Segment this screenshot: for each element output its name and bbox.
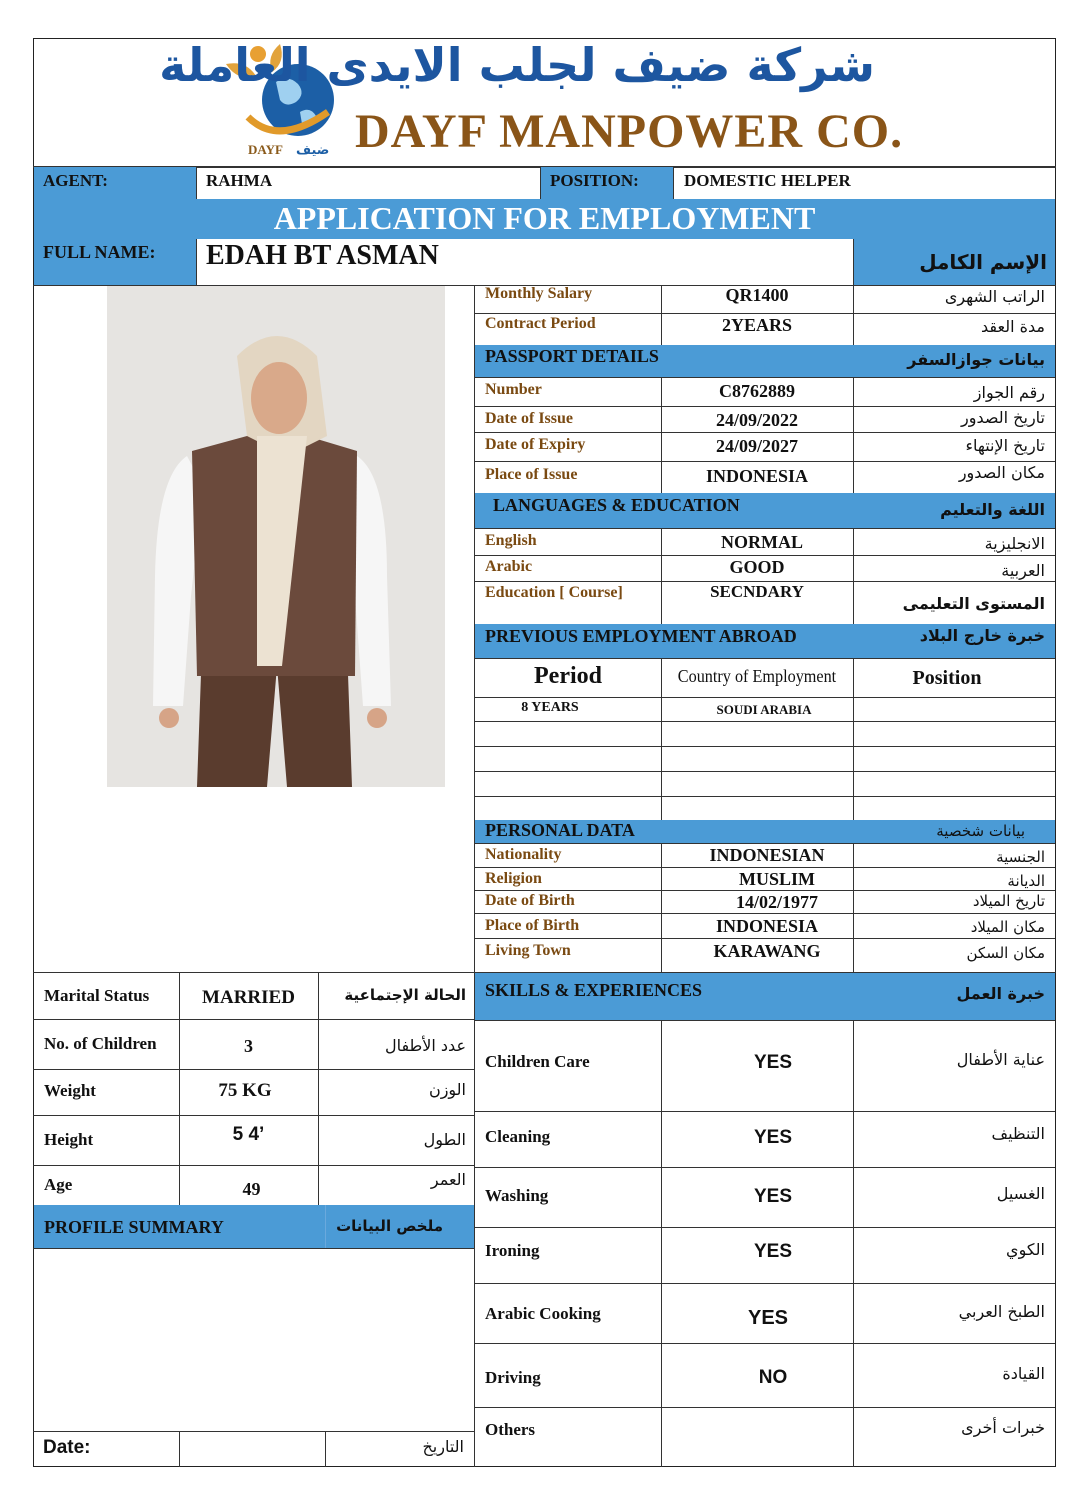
position-header: Position (912, 667, 982, 689)
passport-number-label: Number (485, 381, 542, 398)
skill-washing-value: YES (753, 1186, 793, 1207)
children-label-ar: عدد الأطفال (384, 1036, 466, 1055)
skill-cleaning-value: YES (753, 1127, 793, 1148)
skill-ironing-label: Ironing (485, 1241, 540, 1260)
passport-heading: PASSPORT DETAILS (485, 346, 659, 366)
height-label-ar: الطول (423, 1130, 466, 1149)
education-label-ar: المستوى التعليمى (902, 594, 1045, 613)
company-name-en: DAYF MANPOWER CO. (355, 105, 904, 158)
date-of-birth-label-ar: تاريخ الميلاد (972, 892, 1045, 910)
skill-cleaning-label-ar: التنظيف (991, 1124, 1045, 1143)
religion-label-ar: الديانة (1007, 872, 1045, 890)
skill-cleaning-label: Cleaning (485, 1127, 551, 1146)
skill-arabic-cooking-value: YES (747, 1307, 789, 1329)
skill-arabic-cooking-label: Arabic Cooking (485, 1304, 601, 1323)
place-of-birth-value: INDONESIA (715, 916, 819, 936)
date-input[interactable] (180, 1432, 325, 1466)
nationality-label-ar: الجنسية (996, 848, 1045, 866)
education-value: SECNDARY (710, 582, 804, 601)
form-title: APPLICATION FOR EMPLOYMENT (273, 200, 816, 236)
prev-row-period: 8 YEARS (521, 700, 579, 715)
full-name-label: FULL NAME: (43, 242, 156, 262)
svg-text:ضيف: ضيف (296, 143, 330, 158)
skill-washing-label-ar: الغسيل (996, 1184, 1045, 1203)
age-value: 49 (242, 1179, 261, 1199)
living-town-value: KARAWANG (713, 941, 821, 961)
skill-driving-label-ar: القيادة (1002, 1364, 1045, 1383)
contract-period-label-ar: مدة العقد (981, 317, 1045, 336)
contract-period-label: Contract Period (485, 315, 596, 332)
contract-rows (475, 285, 1055, 345)
skill-ironing-value: YES (753, 1241, 793, 1262)
company-name-ar: شركة ضيف لجلب الايدى العاملة (159, 38, 875, 92)
passport-number-value: C8762889 (719, 381, 795, 401)
position-label: POSITION: (550, 171, 639, 190)
passport-number-label-ar: رقم الجواز (973, 383, 1045, 402)
period-header: Period (534, 663, 602, 689)
full-name-value: EDAH BT ASMAN (206, 240, 439, 271)
agent-value: RAHMA (206, 171, 273, 190)
country-header: Country of Employment (677, 666, 837, 686)
prev-row-country: SOUDI ARABIA (716, 702, 812, 717)
marital-status-label: Marital Status (44, 986, 150, 1005)
english-label-ar: الانجليزية (984, 534, 1045, 553)
place-of-issue-label: Place of Issue (485, 466, 578, 483)
skill-driving-value: NO (758, 1367, 788, 1388)
languages-heading-ar: اللغة والتعليم (940, 500, 1045, 519)
full-name-label-ar: الإسم الكامل (919, 250, 1047, 274)
applicant-photo (107, 286, 445, 787)
religion-value: MUSLIM (739, 869, 815, 889)
date-of-birth-label: Date of Birth (485, 892, 575, 909)
personal-data-heading-ar: بيانات شخصية (936, 822, 1025, 840)
profile-summary-heading: PROFILE SUMMARY (44, 1217, 224, 1237)
height-value: 5 4’ (232, 1124, 265, 1145)
marital-status-label-ar: الحالة الإجتماعية (344, 986, 466, 1004)
children-label: No. of Children (44, 1034, 157, 1053)
logo-text: DAYF (248, 142, 283, 157)
skills-heading: SKILLS & EXPERIENCES (485, 980, 703, 1000)
age-label: Age (44, 1175, 73, 1194)
date-of-expiry-label: Date of Expiry (485, 436, 586, 453)
salary-label: Monthly Salary (485, 285, 593, 302)
passport-heading-ar: بيانات جوازالسفر (907, 350, 1045, 369)
skill-children-care-label-ar: عناية الأطفال (956, 1050, 1045, 1069)
religion-label: Religion (485, 870, 542, 887)
arabic-value: GOOD (729, 557, 785, 577)
skill-children-care-value: YES (753, 1052, 793, 1073)
skill-driving-label: Driving (485, 1368, 541, 1387)
place-of-issue-label-ar: مكان الصدور (958, 463, 1045, 482)
date-label-ar: التاريخ (422, 1437, 464, 1456)
nationality-label: Nationality (485, 846, 562, 863)
english-label: English (485, 532, 537, 549)
weight-label: Weight (44, 1081, 96, 1100)
arabic-label: Arabic (485, 558, 533, 575)
height-label: Height (44, 1130, 94, 1149)
skill-washing-label: Washing (485, 1186, 549, 1205)
date-label: Date: (43, 1437, 91, 1458)
date-of-expiry-value: 24/09/2027 (715, 436, 798, 456)
weight-value: 75 KG (218, 1080, 272, 1101)
skill-children-care-label: Children Care (485, 1052, 590, 1071)
skill-arabic-cooking-label-ar: الطبخ العربي (958, 1302, 1045, 1321)
personal-data-heading: PERSONAL DATA (485, 820, 635, 840)
living-town-label-ar: مكان السكن (966, 944, 1045, 962)
agent-label: AGENT: (43, 171, 108, 190)
skill-others-label: Others (485, 1420, 536, 1439)
languages-heading: LANGUAGES & EDUCATION (493, 495, 740, 515)
date-of-issue-value: 24/09/2022 (715, 410, 798, 430)
previous-employment-heading: PREVIOUS EMPLOYMENT ABROAD (485, 626, 797, 646)
skills-heading-ar: خبرة العمل (956, 984, 1045, 1003)
children-value: 3 (244, 1036, 253, 1056)
profile-summary-heading-ar: ملخص البيانات (336, 1217, 443, 1235)
date-of-birth-value: 14/02/1977 (735, 892, 818, 912)
weight-label-ar: الوزن (428, 1080, 466, 1099)
date-of-issue-label: Date of Issue (485, 410, 573, 427)
contract-period-value: 2YEARS (721, 315, 792, 335)
marital-status-value: MARRIED (202, 987, 295, 1008)
english-value: NORMAL (721, 532, 803, 552)
date-of-issue-label-ar: تاريخ الصدور (961, 408, 1045, 427)
skill-others-label-ar: خبرات أخرى (961, 1418, 1045, 1437)
living-town-label: Living Town (485, 942, 571, 959)
place-of-birth-label-ar: مكان الميلاد (970, 918, 1045, 936)
salary-value: QR1400 (725, 285, 789, 305)
salary-label-ar: الراتب الشهرى (944, 287, 1045, 306)
date-of-expiry-label-ar: تاريخ الإنتهاء (965, 436, 1045, 455)
nationality-value: INDONESIAN (709, 845, 825, 865)
place-of-issue-value: INDONESIA (705, 466, 809, 486)
education-label: Education [ Course] (485, 584, 623, 601)
position-value: DOMESTIC HELPER (684, 171, 851, 190)
age-label-ar: العمر (430, 1170, 466, 1189)
previous-employment-heading-ar: خبرة خارج البلاد (919, 626, 1045, 645)
skill-ironing-label-ar: الكوي (1006, 1240, 1045, 1259)
place-of-birth-label: Place of Birth (485, 917, 580, 934)
arabic-label-ar: العربية (1001, 561, 1045, 580)
